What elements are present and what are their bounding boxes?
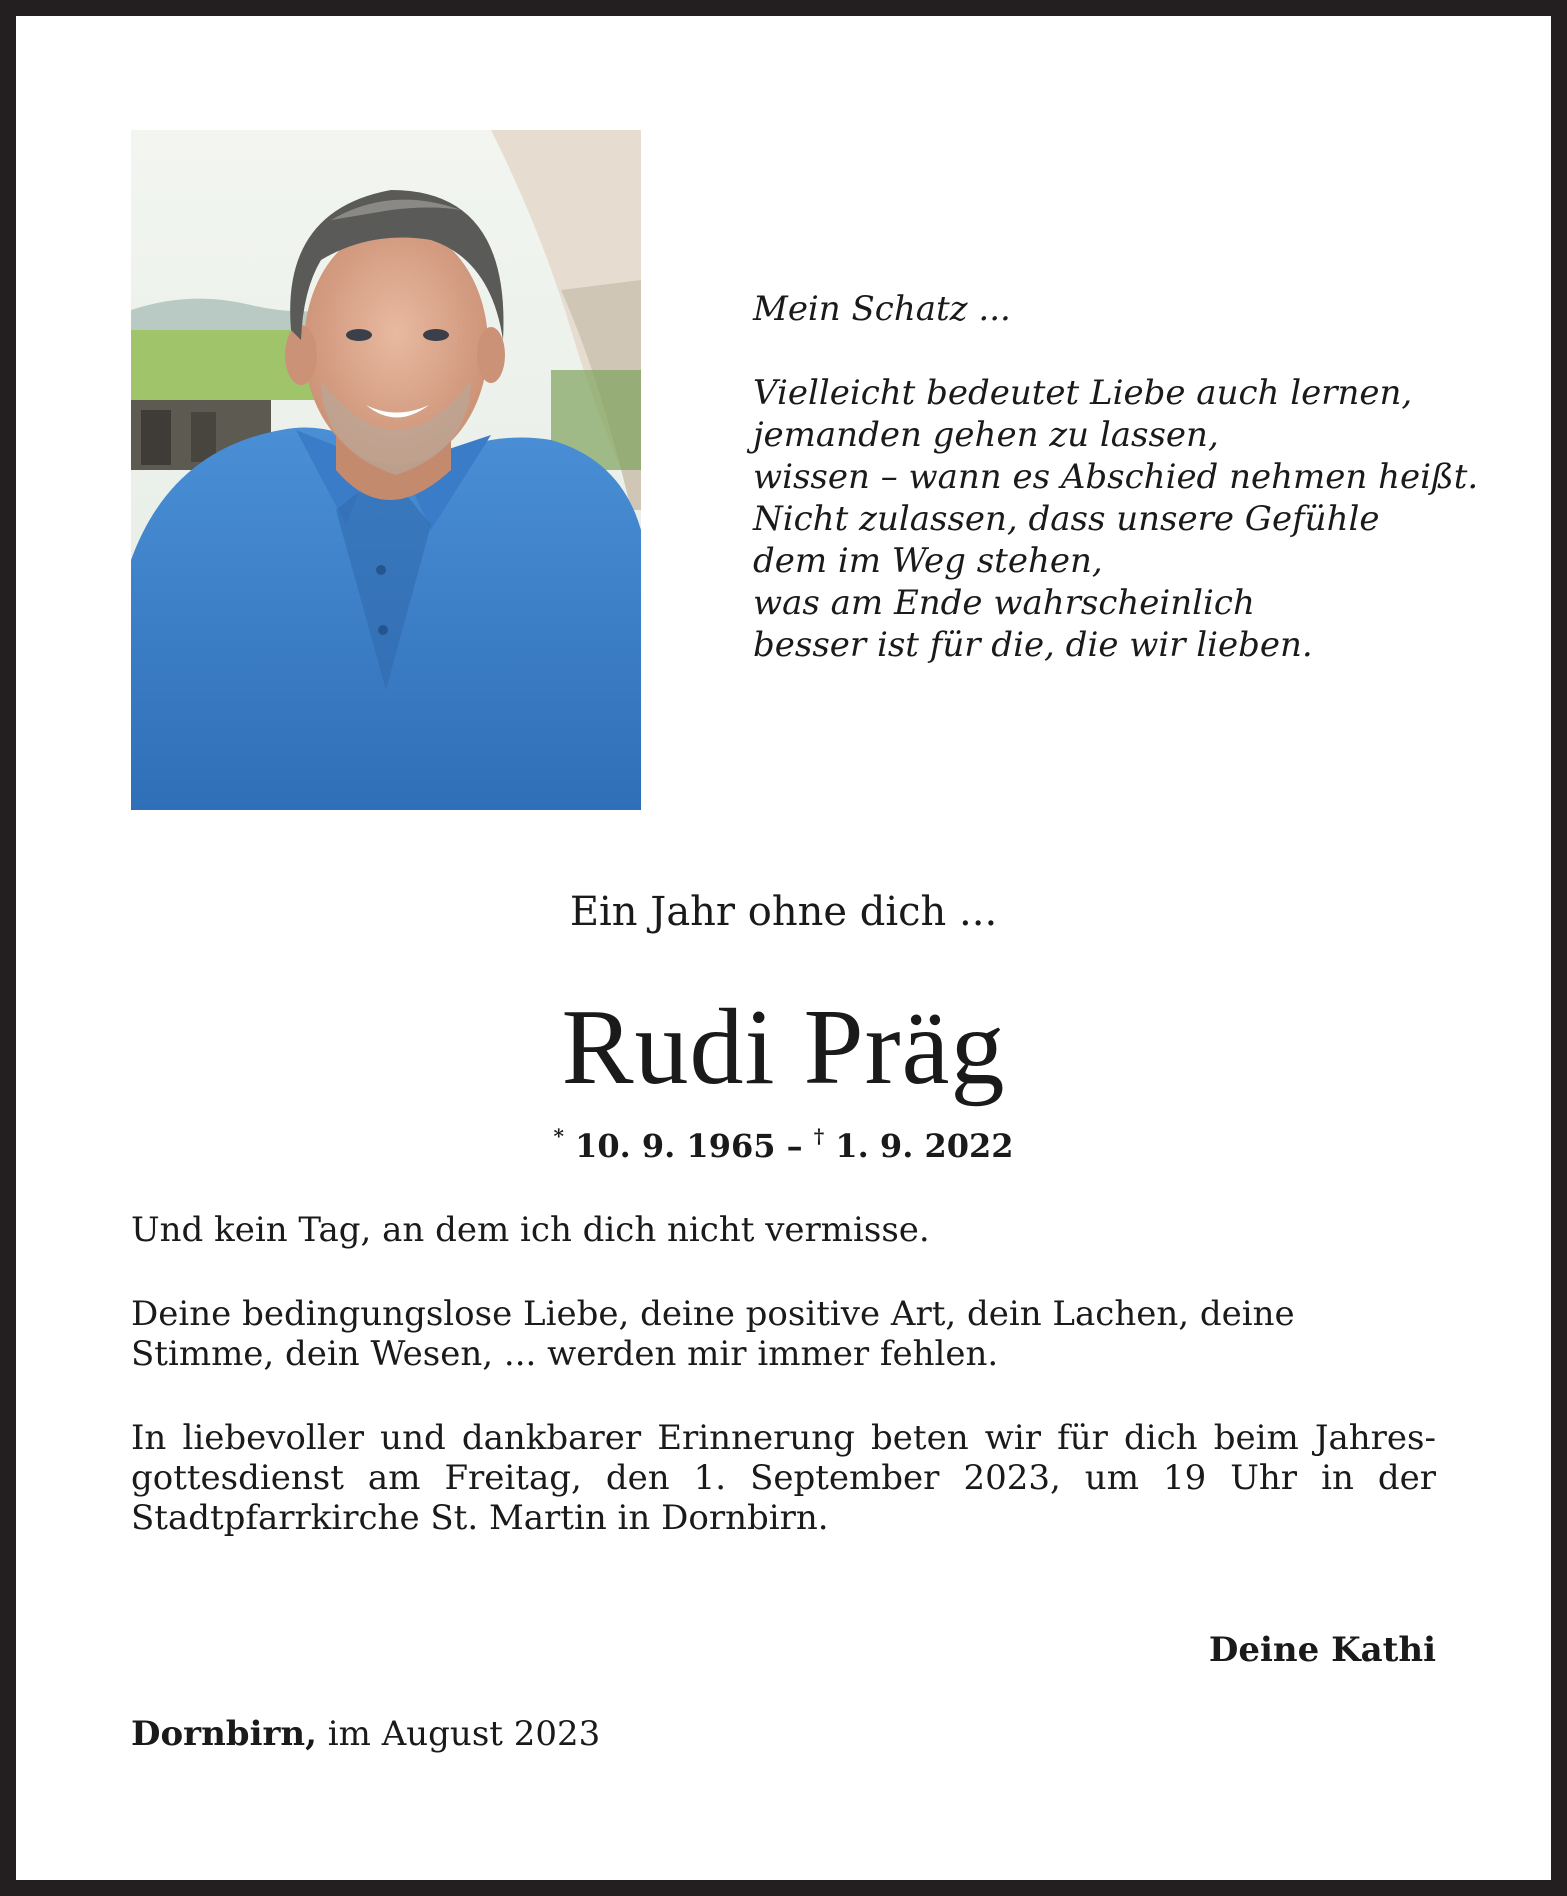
- portrait-photo: [131, 130, 641, 810]
- poem-line: wissen – wann es Abschied nehmen heißt.: [753, 457, 1479, 497]
- paragraph-service: In liebevoller und dankbarer Erinnerung beten wir für dich beim Jahresgottesdienst am Freitag, den 1. September 2023, um 19 Uhr in der Stadtpfarrkirche St. Martin in Dornbirn.: [131, 1418, 1436, 1538]
- poem-opening: Mein Schatz ...: [753, 289, 1011, 329]
- birth-symbol: *: [553, 1124, 564, 1148]
- intro-line: Ein Jahr ohne dich ...: [569, 889, 998, 935]
- poem-line: dem im Weg stehen,: [753, 541, 1103, 581]
- poem-line: besser ist für die, die wir lieben.: [753, 625, 1313, 665]
- birth-date: 10. 9. 1965: [575, 1127, 776, 1165]
- place-date-line: [131, 1712, 600, 1756]
- life-dates: [0, 1114, 1567, 1168]
- poem-line: was am Ende wahrscheinlich: [753, 583, 1255, 623]
- portrait-illustration: [131, 130, 641, 810]
- place-city: Dornbirn,: [131, 1714, 317, 1754]
- poem-block: [753, 288, 1479, 666]
- poem-line: Vielleicht bedeutet Liebe auch lernen,: [753, 373, 1413, 413]
- poem-line: Nicht zulassen, dass unsere Gefühle: [753, 499, 1380, 539]
- poem-spacer: [753, 330, 1453, 372]
- poem-line: jemanden gehen zu lassen,: [753, 415, 1219, 455]
- date-separator: –: [775, 1127, 814, 1165]
- paragraph-first: Und kein Tag, an dem ich dich nicht vermisse.: [131, 1210, 930, 1250]
- deceased-name: Rudi Präg: [561, 988, 1006, 1107]
- place-date: im August 2023: [327, 1714, 601, 1754]
- paragraph-second: Deine bedingungslose Liebe, deine positive Art, dein Lachen, deine Stimme, dein Wesen, ... werden mir immer fehlen.: [131, 1294, 1295, 1374]
- death-symbol: †: [813, 1124, 825, 1148]
- death-date: 1. 9. 2022: [835, 1127, 1014, 1165]
- signature: Deine Kathi: [1208, 1630, 1436, 1670]
